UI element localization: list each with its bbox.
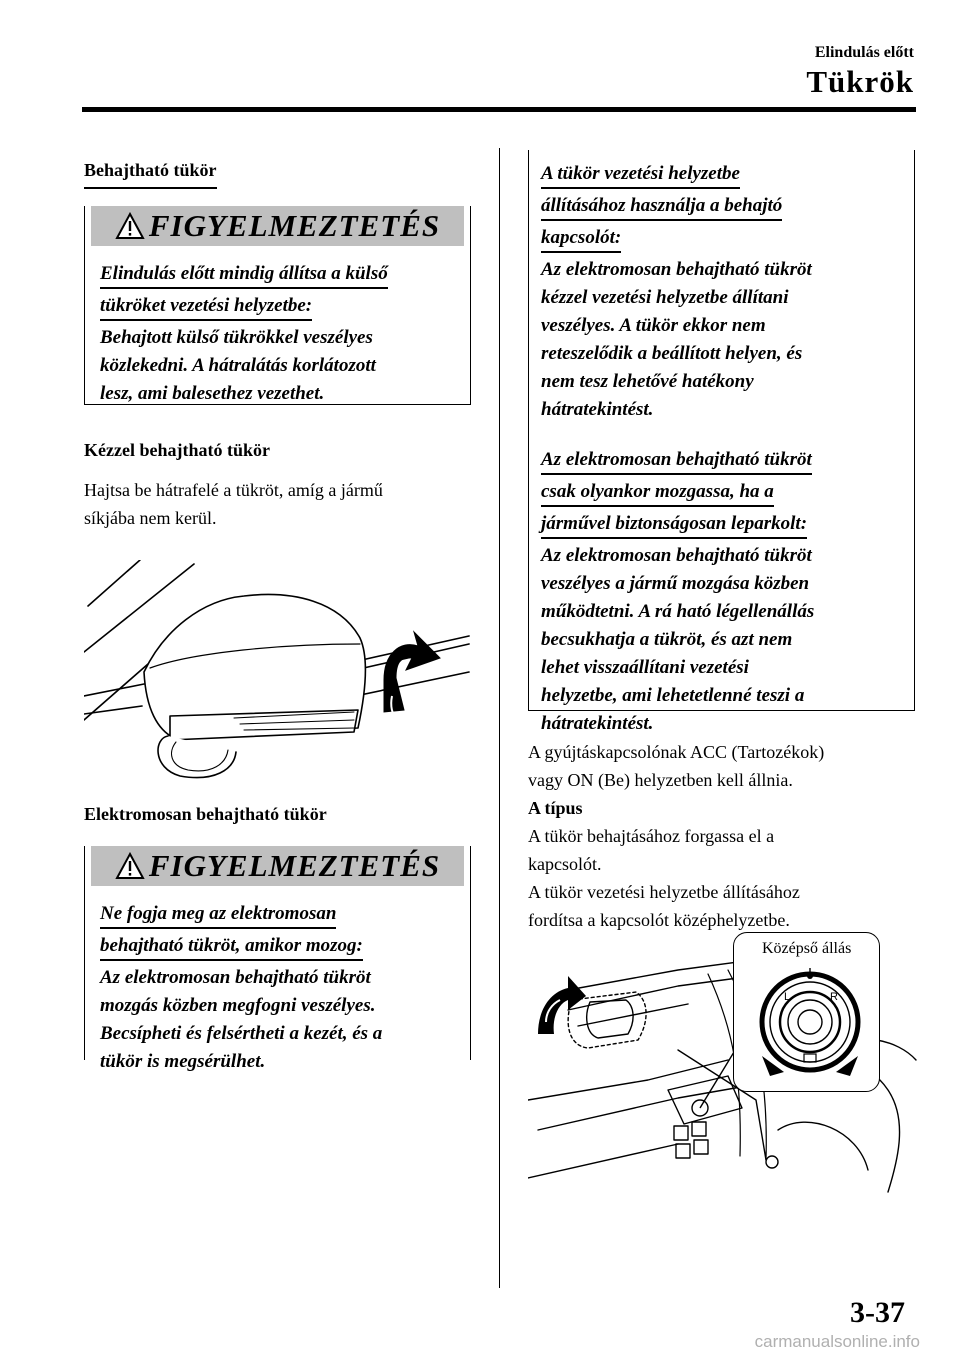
body-line: fordítsa a kapcsolót középhelyzetbe.	[528, 910, 790, 930]
warning-underlined-line: Elindulás előtt mindig állítsa a külső	[100, 262, 388, 289]
warning-underlined-line: csak olyankor mozgassa, ha a	[541, 480, 774, 507]
rotate-arrow-icon	[384, 632, 440, 723]
electric-mirror-heading: Elektromosan behajtható tükör	[84, 804, 327, 824]
warning-box-1	[84, 206, 471, 405]
warning-body-line: helyzetbe, ami lehetetlenné teszi a	[541, 685, 805, 706]
body-line: A tükör vezetési helyzetbe állításához	[528, 882, 800, 902]
warning-body-line: mozgás közben megfogni veszélyes.	[100, 995, 376, 1016]
warning-underlined-line: járművel biztonságosan leparkolt:	[541, 512, 807, 539]
warning-underlined-line: A tükör vezetési helyzetbe	[541, 162, 740, 189]
warning-triangle-icon	[115, 852, 145, 880]
mirror-symbol-icon	[804, 1054, 816, 1062]
warning-title: FIGYELMEZTETÉS	[148, 848, 441, 883]
warning-body-line: lesz, ami balesethez vezethet.	[100, 383, 325, 404]
warning-underlined-line: kapcsolót:	[541, 226, 621, 253]
warning-header	[91, 206, 464, 246]
running-header-section: Elindulás előtt	[814, 44, 914, 61]
warning-box-2	[84, 846, 471, 1072]
warning-underlined-line: tükröket vezetési helyzetbe:	[100, 294, 312, 321]
warning-body-line: kézzel vezetési helyzetbe állítani	[541, 287, 789, 308]
warning-title: FIGYELMEZTETÉS	[148, 208, 441, 243]
header-rule	[82, 107, 916, 112]
warning-underlined-line: Ne fogja meg az elektromosan	[100, 902, 336, 929]
warning-underlined-line: állításához használja a behajtó	[541, 194, 782, 221]
warning-body-line: működtetni. A rá ható légellenállás	[541, 601, 815, 622]
warning-body-line: közlekedni. A hátralátás korlátozott	[100, 355, 376, 376]
warning-body-line: Az elektromosan behajtható tükröt	[100, 967, 371, 988]
warning-body-line: hátratekintést.	[541, 399, 654, 420]
warning-triangle-icon	[115, 212, 145, 240]
body-line: A tükör behajtásához forgassa el a	[528, 826, 775, 846]
page-title: Tükrök	[806, 64, 914, 99]
body-line: A gyújtáskapcsolónak ACC (Tartozékok)	[528, 742, 825, 762]
warning-body-line: becsukhatja a tükröt, és azt nem	[541, 629, 793, 650]
warning-body-line: Becsípheti és felsértheti a kezét, és a	[100, 1023, 383, 1044]
warning-body-line: reteszelődik a beállított helyen, és	[541, 343, 803, 364]
warning-body-line: lehet visszaállítani vezetési	[541, 657, 749, 678]
column-divider	[499, 148, 500, 1288]
section-heading-foldable-mirror: Behajtható tükör	[84, 160, 217, 189]
warning-body-line: tükör is megsérülhet.	[100, 1051, 266, 1072]
warning-header	[91, 846, 464, 886]
warning-underlined-line: behajtható tükröt, amikor mozog:	[100, 934, 363, 961]
manual-mirror-heading: Kézzel behajtható tükör	[84, 440, 270, 460]
manual-fold-mirror-illustration	[84, 560, 474, 785]
knob-label-right: R	[830, 991, 838, 1003]
footer-watermark: carmanualsonline.info	[754, 1332, 920, 1351]
body-line: Hajtsa be hátrafelé a tükröt, amíg a jármű	[84, 480, 383, 500]
warning-body-line: nem tesz lehetővé hatékony	[541, 371, 754, 392]
warning-body-line: veszélyes a jármű mozgása közben	[541, 573, 810, 594]
warning-body-line: Az elektromosan behajtható tükröt	[541, 259, 812, 280]
warning-box-continued	[528, 150, 915, 734]
warning-body-line: hátratekintést.	[541, 713, 654, 734]
warning-body-line: veszélyes. A tükör ekkor nem	[541, 315, 766, 336]
knob-label-left: L	[784, 991, 791, 1003]
type-heading: A típus	[528, 798, 583, 818]
mirror-fold-knob-icon	[744, 960, 872, 1086]
warning-underlined-line: Az elektromosan behajtható tükröt	[541, 448, 812, 475]
callout-label: Középső állás	[762, 940, 852, 957]
ignition-text	[528, 738, 824, 934]
body-line: vagy ON (Be) helyzetben kell állnia.	[528, 770, 793, 790]
warning-body-line: Az elektromosan behajtható tükröt	[541, 545, 812, 566]
manual-mirror-text	[84, 476, 383, 532]
body-line: kapcsolót.	[528, 854, 602, 874]
page-number: 3-37	[850, 1296, 905, 1329]
warning-body-line: Behajtott külső tükrökkel veszélyes	[100, 327, 373, 348]
body-line: síkjába nem kerül.	[84, 508, 217, 528]
